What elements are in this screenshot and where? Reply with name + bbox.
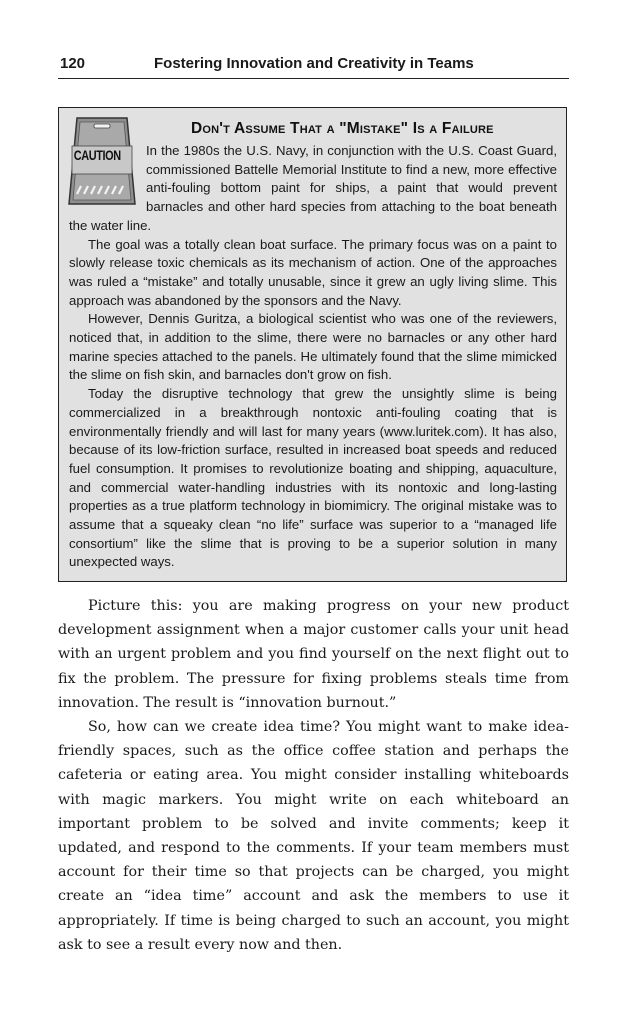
sidebar-paragraph: However, Dennis Guritza, a biological scientist who was one of the reviewers, noticed that, in addition to the slime, there were no barnacles or any other hard marine species attached to the panels. He ultimately found that the slime mimicked the slime on fish skin, and barnacles don't grow on fish. [69,311,557,383]
sidebar-paragraph: Today the disruptive technology that grew the unsightly slime is being commercialized in a breakthrough nontoxic anti-fouling coating that is environmentally friendly and will last for many years (www.luritek.com). It has also, because of its low-friction surface, resulted in increased boat speeds and reduced fuel consumption. It promises to revolutionize boating and shipping, aquaculture, and commercial water-handling industries with its nontoxic and long-lasting properties as a true platform technology in biomimicry. The original mistake was to assume that a squeaky clean “no life” surface was superior to a “managed life consortium” like the slime that is proving to be a superior solution in many unexpected ways. [69,386,557,570]
sidebar-paragraph: The goal was a totally clean boat surface. The primary focus was on a paint to slowly release toxic chemicals as its mechanism of action. One of the approaches was ruled a “mistake” and totally unusable, since it grew an ugly living slime. This approach was abandoned by the sponsors and the Navy. [69,236,557,308]
sidebar-body [69,142,557,572]
page-number: 120 [60,55,86,72]
running-title: Fostering Innovation and Creativity in Teams [154,55,474,72]
sidebar-title: Don't Assume That a "Mistake" Is a Failure [191,120,494,137]
sidebar-paragraph: In the 1980s the U.S. Navy, in conjunction with the U.S. Coast Guard, commissioned Battelle Memorial Institute to find a new, more effective anti-fouling bottom paint for ships, a paint that would prevent barnacles and other hard species from attaching to the boat beneath the water line. [69,143,557,233]
main-body [58,594,569,957]
caution-sidebar [58,107,567,582]
caution-label: CAUTION [73,147,121,163]
running-header [58,52,569,79]
body-paragraph: Picture this: you are making progress on your new product development assignment when a major customer calls your unit head with an urgent problem and you find yourself on the next flight out to fix the problem. The pressure for fixing problems steals time from innovation. The result is “innovation burnout.” [58,598,569,711]
body-paragraph: So, how can we create idea time? You might want to make idea-friendly spaces, such as the office coffee station and perhaps the cafeteria or eating area. You might consider installing whiteboards with magic markers. You might write on each whiteboard an important problem to be solved and invite comments; keep it updated, and respond to the comments. If your team members must account for their time so that projects can be charged, you might create an “idea time” account and ask the members to use it appropriately. If time is being charged to such an account, you might ask to see a result every now and then. [58,719,569,953]
